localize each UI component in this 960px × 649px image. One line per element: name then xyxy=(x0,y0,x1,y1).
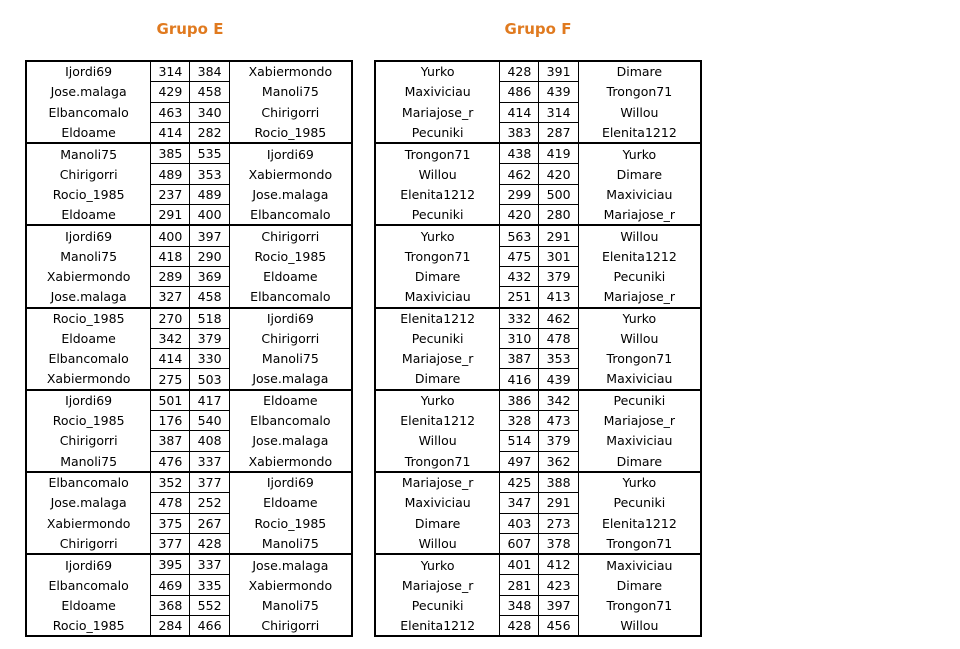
away-score: 282 xyxy=(190,122,229,143)
home-score: 414 xyxy=(151,122,190,143)
home-player: Chirigorri xyxy=(59,535,118,551)
away-score: 458 xyxy=(190,287,229,308)
away-player: Elbancomalo xyxy=(250,289,331,305)
match-row xyxy=(26,513,352,533)
away-score: 377 xyxy=(190,472,229,493)
away-score: 503 xyxy=(190,369,229,390)
away-player: Elbancomalo xyxy=(250,413,331,429)
match-row xyxy=(26,102,352,122)
home-score: 314 xyxy=(151,61,190,82)
match-row xyxy=(375,472,701,493)
home-player: Xabiermondo xyxy=(46,371,131,387)
away-player: Eldoame xyxy=(229,390,352,411)
away-player: Jose.malaga xyxy=(252,186,329,202)
home-score: 425 xyxy=(500,472,539,493)
home-score: 401 xyxy=(500,554,539,575)
match-row xyxy=(375,513,701,533)
match-row xyxy=(26,205,352,226)
match-row xyxy=(375,349,701,369)
match-row xyxy=(375,533,701,554)
away-score: 428 xyxy=(190,533,229,554)
away-player: Maxiviciau xyxy=(606,433,673,449)
home-score: 501 xyxy=(151,390,190,411)
home-player: Pecuniki xyxy=(411,124,464,140)
home-score: 237 xyxy=(151,184,190,204)
home-player: Xabiermondo xyxy=(46,515,131,531)
away-player: Dimare xyxy=(616,64,663,80)
away-player: Willou xyxy=(578,225,701,246)
home-player: Elbancomalo xyxy=(48,351,129,367)
away-score: 291 xyxy=(539,225,578,246)
away-player: Rocio_1985 xyxy=(254,515,327,531)
away-player: Yurko xyxy=(578,143,701,164)
away-score: 540 xyxy=(190,411,229,431)
match-row xyxy=(26,82,352,102)
away-score: 439 xyxy=(539,82,578,102)
match-row xyxy=(26,349,352,369)
home-score: 375 xyxy=(151,513,190,533)
away-player: Jose.malaga xyxy=(252,371,329,387)
home-player: Eldoame xyxy=(61,331,116,346)
away-player: Rocio_1985 xyxy=(254,248,327,264)
away-score: 408 xyxy=(190,431,229,451)
away-player: Manoli75 xyxy=(261,84,319,100)
home-player: Mariajose_r xyxy=(401,351,474,367)
away-score: 419 xyxy=(539,143,578,164)
away-score: 478 xyxy=(539,328,578,348)
match-row xyxy=(26,61,352,82)
away-player: Jose.malaga xyxy=(229,554,352,575)
away-player: Yurko xyxy=(578,472,701,493)
match-row xyxy=(375,143,701,164)
match-row xyxy=(375,184,701,204)
away-player: Dimare xyxy=(616,166,663,182)
home-player: Maxiviciau xyxy=(404,289,471,305)
home-score: 352 xyxy=(151,472,190,493)
home-score: 377 xyxy=(151,533,190,554)
away-score: 291 xyxy=(539,493,578,513)
home-player: Trongon71 xyxy=(375,143,500,164)
away-player: Trongon71 xyxy=(606,351,673,367)
away-player: Pecuniki xyxy=(613,269,666,285)
home-player: Rocio_1985 xyxy=(52,186,125,202)
home-player: Elenita1212 xyxy=(400,617,476,633)
home-score: 489 xyxy=(151,164,190,184)
home-player: Willou xyxy=(418,535,457,551)
match-row xyxy=(375,205,701,226)
home-player: Elenita1212 xyxy=(400,413,476,429)
away-player: Dimare xyxy=(616,577,663,593)
match-row xyxy=(26,431,352,451)
away-player: Mariajose_r xyxy=(603,413,676,429)
home-player: Maxiviciau xyxy=(404,84,471,100)
round-4 xyxy=(375,308,701,390)
away-score: 397 xyxy=(539,595,578,615)
away-player: Jose.malaga xyxy=(252,433,329,449)
match-row xyxy=(26,184,352,204)
away-score: 362 xyxy=(539,451,578,472)
round-4 xyxy=(26,308,352,390)
away-score: 518 xyxy=(190,308,229,329)
away-score: 388 xyxy=(539,472,578,493)
home-score: 310 xyxy=(500,328,539,348)
away-player: Trongon71 xyxy=(606,535,673,551)
home-score: 475 xyxy=(500,246,539,266)
match-row xyxy=(26,369,352,390)
away-player: Pecuniki xyxy=(578,390,701,411)
away-player: Willou xyxy=(620,617,659,633)
away-score: 379 xyxy=(190,328,229,348)
away-score: 290 xyxy=(190,246,229,266)
away-score: 267 xyxy=(190,513,229,533)
match-row xyxy=(375,431,701,451)
away-player: Elenita1212 xyxy=(601,515,677,531)
home-score: 387 xyxy=(500,349,539,369)
away-score: 420 xyxy=(539,164,578,184)
home-player: Yurko xyxy=(375,225,500,246)
away-player: Xabiermondo xyxy=(248,577,333,593)
home-player: Rocio_1985 xyxy=(26,308,151,329)
away-player: Yurko xyxy=(578,308,701,329)
home-score: 385 xyxy=(151,143,190,164)
away-score: 369 xyxy=(190,266,229,286)
home-score: 348 xyxy=(500,595,539,615)
home-player: Willou xyxy=(418,166,457,182)
home-score: 383 xyxy=(500,122,539,143)
home-score: 438 xyxy=(500,143,539,164)
home-score: 428 xyxy=(500,61,539,82)
home-player: Elbancomalo xyxy=(48,104,129,120)
home-player: Manoli75 xyxy=(26,143,151,164)
away-score: 301 xyxy=(539,246,578,266)
home-player: Elenita1212 xyxy=(375,308,500,329)
home-score: 469 xyxy=(151,575,190,595)
home-score: 476 xyxy=(151,451,190,472)
away-player: Eldoame xyxy=(263,495,318,511)
home-player: Dimare xyxy=(414,269,461,285)
round-2 xyxy=(26,143,352,225)
away-player: Maxiviciau xyxy=(578,554,701,575)
match-row xyxy=(26,164,352,184)
round-6 xyxy=(375,472,701,554)
home-player: Ijordi69 xyxy=(26,554,151,575)
home-player: Elenita1212 xyxy=(400,186,476,202)
home-player: Yurko xyxy=(375,554,500,575)
away-player: Elbancomalo xyxy=(250,206,331,222)
home-score: 428 xyxy=(500,616,539,637)
match-row xyxy=(375,411,701,431)
match-row xyxy=(26,616,352,637)
away-player: Trongon71 xyxy=(606,84,673,100)
home-player: Dimare xyxy=(414,371,461,387)
match-row xyxy=(375,102,701,122)
match-row xyxy=(375,575,701,595)
match-row xyxy=(375,616,701,637)
away-player: Willou xyxy=(620,104,659,120)
match-row xyxy=(375,451,701,472)
home-player: Jose.malaga xyxy=(50,84,127,100)
away-score: 391 xyxy=(539,61,578,82)
away-player: Ijordi69 xyxy=(229,143,352,164)
home-score: 563 xyxy=(500,225,539,246)
match-row xyxy=(26,287,352,308)
home-score: 414 xyxy=(500,102,539,122)
away-score: 314 xyxy=(539,102,578,122)
away-player: Mariajose_r xyxy=(603,206,676,222)
home-score: 429 xyxy=(151,82,190,102)
match-row xyxy=(375,328,701,348)
round-5 xyxy=(375,390,701,472)
away-player: Chirigorri xyxy=(229,225,352,246)
home-player: Manoli75 xyxy=(60,248,118,264)
away-score: 413 xyxy=(539,287,578,308)
away-score: 342 xyxy=(539,390,578,411)
round-3 xyxy=(375,225,701,307)
away-player: Maxiviciau xyxy=(606,371,673,387)
away-score: 252 xyxy=(190,493,229,513)
match-row xyxy=(375,82,701,102)
away-player: Rocio_1985 xyxy=(254,124,327,140)
away-score: 423 xyxy=(539,575,578,595)
home-player: Eldoame xyxy=(61,206,116,222)
away-score: 384 xyxy=(190,61,229,82)
home-score: 514 xyxy=(500,431,539,451)
match-row xyxy=(26,554,352,575)
away-score: 417 xyxy=(190,390,229,411)
away-score: 439 xyxy=(539,369,578,390)
home-player: Trongon71 xyxy=(404,248,471,264)
home-player: Maxiviciau xyxy=(404,495,471,511)
home-player: Jose.malaga xyxy=(50,495,127,511)
round-2 xyxy=(375,143,701,225)
away-score: 500 xyxy=(539,184,578,204)
away-player: Willou xyxy=(620,331,659,346)
home-score: 607 xyxy=(500,533,539,554)
home-score: 463 xyxy=(151,102,190,122)
home-score: 432 xyxy=(500,266,539,286)
home-score: 328 xyxy=(500,411,539,431)
match-row xyxy=(375,493,701,513)
home-score: 176 xyxy=(151,411,190,431)
home-player: Willou xyxy=(418,433,457,449)
home-score: 284 xyxy=(151,616,190,637)
match-row xyxy=(375,390,701,411)
away-score: 273 xyxy=(539,513,578,533)
match-row xyxy=(26,390,352,411)
home-player: Elbancomalo xyxy=(26,472,151,493)
home-player: Manoli75 xyxy=(60,453,118,469)
home-player: Pecuniki xyxy=(411,206,464,222)
away-score: 412 xyxy=(539,554,578,575)
away-player: Pecuniki xyxy=(613,495,666,511)
match-row xyxy=(375,369,701,390)
match-row xyxy=(26,575,352,595)
match-row xyxy=(26,122,352,143)
away-score: 378 xyxy=(539,533,578,554)
home-score: 368 xyxy=(151,595,190,615)
home-score: 347 xyxy=(500,493,539,513)
match-row xyxy=(26,143,352,164)
home-score: 403 xyxy=(500,513,539,533)
home-score: 291 xyxy=(151,205,190,226)
away-player: Manoli75 xyxy=(261,535,319,551)
away-score: 353 xyxy=(190,164,229,184)
away-score: 535 xyxy=(190,143,229,164)
round-7 xyxy=(26,554,352,636)
home-player: Mariajose_r xyxy=(375,472,500,493)
round-1 xyxy=(26,61,352,143)
away-player: Chirigorri xyxy=(261,104,320,120)
home-score: 270 xyxy=(151,308,190,329)
away-player: Chirigorri xyxy=(261,617,320,633)
match-row xyxy=(26,246,352,266)
home-player: Jose.malaga xyxy=(50,289,127,305)
home-player: Elbancomalo xyxy=(48,577,129,593)
away-score: 458 xyxy=(190,82,229,102)
home-score: 486 xyxy=(500,82,539,102)
match-row xyxy=(26,266,352,286)
away-player: Manoli75 xyxy=(261,597,319,613)
match-row xyxy=(26,308,352,329)
home-player: Dimare xyxy=(414,515,461,531)
match-row xyxy=(375,164,701,184)
match-row xyxy=(375,122,701,143)
home-player: Chirigorri xyxy=(59,166,118,182)
match-row xyxy=(375,246,701,266)
away-player: Ijordi69 xyxy=(229,308,352,329)
away-score: 287 xyxy=(539,122,578,143)
match-row xyxy=(26,411,352,431)
away-score: 400 xyxy=(190,205,229,226)
home-player: Rocio_1985 xyxy=(52,413,125,429)
away-player: Elenita1212 xyxy=(601,248,677,264)
match-row xyxy=(26,493,352,513)
home-score: 418 xyxy=(151,246,190,266)
away-player: Xabiermondo xyxy=(248,166,333,182)
home-score: 414 xyxy=(151,349,190,369)
home-score: 400 xyxy=(151,225,190,246)
away-score: 379 xyxy=(539,431,578,451)
home-score: 289 xyxy=(151,266,190,286)
match-row xyxy=(375,61,701,82)
away-player: Eldoame xyxy=(263,269,318,285)
match-row xyxy=(375,287,701,308)
away-player: Maxiviciau xyxy=(606,186,673,202)
home-score: 299 xyxy=(500,184,539,204)
match-row xyxy=(26,595,352,615)
match-row xyxy=(375,595,701,615)
away-player: Xabiermondo xyxy=(248,453,333,469)
home-player: Trongon71 xyxy=(404,453,471,469)
away-score: 462 xyxy=(539,308,578,329)
home-player: Yurko xyxy=(420,64,455,80)
home-player: Chirigorri xyxy=(59,433,118,449)
home-score: 281 xyxy=(500,575,539,595)
round-7 xyxy=(375,554,701,636)
away-player: Chirigorri xyxy=(261,331,320,346)
away-score: 337 xyxy=(190,451,229,472)
away-player: Elenita1212 xyxy=(601,124,677,140)
home-score: 386 xyxy=(500,390,539,411)
group-f-table xyxy=(374,60,702,637)
away-score: 489 xyxy=(190,184,229,204)
away-player: Trongon71 xyxy=(606,597,673,613)
round-5 xyxy=(26,390,352,472)
home-player: Yurko xyxy=(375,390,500,411)
away-score: 353 xyxy=(539,349,578,369)
home-score: 478 xyxy=(151,493,190,513)
home-score: 251 xyxy=(500,287,539,308)
round-3 xyxy=(26,225,352,307)
match-row xyxy=(26,451,352,472)
away-score: 379 xyxy=(539,266,578,286)
home-score: 416 xyxy=(500,369,539,390)
home-score: 497 xyxy=(500,451,539,472)
home-player: Ijordi69 xyxy=(26,225,151,246)
match-row xyxy=(26,328,352,348)
match-row xyxy=(26,472,352,493)
away-player: Xabiermondo xyxy=(248,64,333,80)
away-score: 340 xyxy=(190,102,229,122)
match-row xyxy=(375,225,701,246)
home-score: 342 xyxy=(151,328,190,348)
away-score: 330 xyxy=(190,349,229,369)
home-player: Rocio_1985 xyxy=(52,617,125,633)
match-row xyxy=(26,533,352,554)
round-1 xyxy=(375,61,701,143)
home-player: Mariajose_r xyxy=(401,577,474,593)
away-score: 466 xyxy=(190,616,229,637)
away-score: 397 xyxy=(190,225,229,246)
match-row xyxy=(375,266,701,286)
home-player: Mariajose_r xyxy=(401,104,474,120)
match-row xyxy=(375,554,701,575)
home-player: Eldoame xyxy=(61,597,116,613)
group-e-title: Grupo E xyxy=(156,20,224,38)
away-player: Ijordi69 xyxy=(229,472,352,493)
home-player: Ijordi69 xyxy=(65,64,113,80)
home-score: 395 xyxy=(151,554,190,575)
away-score: 552 xyxy=(190,595,229,615)
away-score: 335 xyxy=(190,575,229,595)
home-score: 327 xyxy=(151,287,190,308)
match-row xyxy=(375,308,701,329)
round-6 xyxy=(26,472,352,554)
away-score: 456 xyxy=(539,616,578,637)
group-e-table xyxy=(25,60,353,637)
away-score: 280 xyxy=(539,205,578,226)
away-score: 473 xyxy=(539,411,578,431)
home-player: Pecuniki xyxy=(411,597,464,613)
away-score: 337 xyxy=(190,554,229,575)
home-score: 275 xyxy=(151,369,190,390)
group-f-title: Grupo F xyxy=(504,20,572,38)
home-score: 332 xyxy=(500,308,539,329)
away-player: Manoli75 xyxy=(261,351,319,367)
home-score: 462 xyxy=(500,164,539,184)
home-score: 420 xyxy=(500,205,539,226)
home-player: Eldoame xyxy=(61,124,116,140)
match-row xyxy=(26,225,352,246)
home-player: Ijordi69 xyxy=(26,390,151,411)
home-score: 387 xyxy=(151,431,190,451)
home-player: Pecuniki xyxy=(411,331,464,346)
away-player: Mariajose_r xyxy=(603,289,676,305)
home-player: Xabiermondo xyxy=(46,269,131,285)
away-player: Dimare xyxy=(616,453,663,469)
